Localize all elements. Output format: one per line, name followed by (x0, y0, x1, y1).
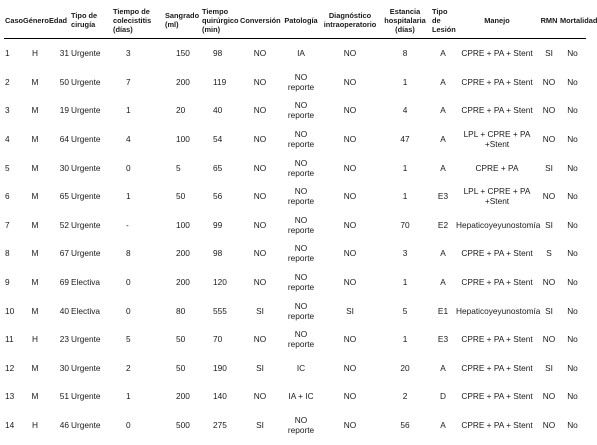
cell-tiempo-quirurgico: 190 (213, 362, 227, 373)
cell-tipo-lesion: A (440, 162, 446, 173)
cell-patologia: IC (296, 362, 306, 373)
cell-estancia: 20 (400, 362, 410, 373)
cell-manejo: CPRE + PA + Stent (461, 48, 533, 59)
table-row (4, 354, 586, 383)
cell-edad: 19 (59, 105, 69, 116)
cell-tiempo-quirurgico: 56 (213, 191, 223, 202)
cell-tipo-cirugia: Urgente (71, 48, 101, 59)
cell-tipo-lesion: A (440, 48, 446, 59)
table-row (4, 325, 586, 354)
cell-tiempo-colecistitis: 1 (126, 391, 131, 402)
cell-mortalidad: No (567, 391, 578, 402)
cell-genero: M (31, 305, 39, 316)
cell-manejo: CPRE + PA + Stent (461, 420, 533, 431)
cell-caso: 5 (5, 162, 10, 173)
cell-tiempo-colecistitis: 1 (126, 191, 131, 202)
cell-sangrado: 200 (176, 391, 190, 402)
cell-diagnostico: NO (343, 162, 357, 173)
cell-genero: M (31, 219, 39, 230)
cell-patologia: NO reporte (287, 415, 315, 436)
cell-mortalidad: No (567, 420, 578, 431)
cell-tiempo-colecistitis: 5 (126, 334, 131, 345)
table-row (4, 268, 586, 297)
cell-manejo: Hepaticoyeyunostomía (456, 219, 541, 230)
cell-mortalidad: No (567, 48, 578, 59)
col-header-caso: Caso (4, 2, 22, 39)
cell-caso: 7 (5, 219, 10, 230)
cell-tipo-cirugia: Urgente (71, 391, 101, 402)
cell-tiempo-quirurgico: 119 (213, 76, 227, 87)
cell-diagnostico: NO (343, 362, 357, 373)
cell-tipo-lesion: A (440, 248, 446, 259)
cell-conversion: NO (253, 334, 267, 345)
col-header-patologia: Patología (281, 2, 321, 39)
cell-caso: 13 (5, 391, 15, 402)
cell-tiempo-colecistitis: 8 (126, 248, 131, 259)
cell-sangrado: 80 (176, 305, 186, 316)
cell-genero: M (31, 105, 39, 116)
cell-mortalidad: No (567, 162, 578, 173)
cell-mortalidad: No (567, 277, 578, 288)
cell-tipo-cirugia: Urgente (71, 219, 101, 230)
cell-tiempo-colecistitis: 3 (126, 48, 131, 59)
cell-tipo-lesion: E3 (437, 334, 449, 345)
cell-diagnostico: NO (343, 334, 357, 345)
cell-conversion: NO (253, 391, 267, 402)
cell-conversion: NO (253, 277, 267, 288)
cell-genero: M (31, 277, 39, 288)
cell-mortalidad: No (567, 134, 578, 145)
cell-edad: 30 (59, 162, 69, 173)
cell-tiempo-quirurgico: 120 (213, 277, 227, 288)
cell-tipo-cirugia: Urgente (71, 76, 101, 87)
cell-tiempo-colecistitis: 0 (126, 420, 131, 431)
cell-caso: 6 (5, 191, 10, 202)
cell-sangrado: 50 (176, 334, 186, 345)
cell-patologia: NO reporte (287, 157, 315, 178)
cell-edad: 31 (59, 48, 69, 59)
cell-caso: 1 (5, 48, 10, 59)
cell-genero: M (31, 76, 39, 87)
cell-edad: 50 (59, 76, 69, 87)
cell-genero: M (31, 248, 39, 259)
cell-patologia: NO reporte (287, 214, 315, 235)
cell-rmn: NO (542, 391, 556, 402)
cell-caso: 9 (5, 277, 10, 288)
cell-rmn: NO (542, 334, 556, 345)
cell-conversion: NO (253, 134, 267, 145)
cell-tipo-cirugia: Urgente (71, 162, 101, 173)
cell-manejo: CPRE + PA + Stent (461, 248, 533, 259)
cell-estancia: 1 (402, 76, 408, 87)
cell-edad: 67 (59, 248, 69, 259)
cell-caso: 10 (5, 305, 15, 316)
cell-sangrado: 150 (176, 48, 190, 59)
cell-tipo-cirugia: Electiva (71, 277, 101, 288)
cell-tiempo-quirurgico: 98 (213, 248, 223, 259)
cell-diagnostico: NO (343, 420, 357, 431)
cell-sangrado: 20 (176, 105, 186, 116)
cell-estancia: 1 (402, 162, 408, 173)
cell-tipo-cirugia: Urgente (71, 420, 101, 431)
col-header-mortalidad: Mortalidad (559, 2, 586, 39)
table-row (4, 296, 586, 325)
col-header-diagnostico: Diagnóstico intraoperatorio (321, 2, 379, 39)
cell-rmn: SI (545, 219, 553, 230)
cell-sangrado: 100 (176, 134, 190, 145)
table-row (4, 382, 586, 411)
patient-table (4, 2, 597, 439)
cell-tiempo-colecistitis: 1 (126, 105, 131, 116)
cell-tipo-lesion: A (440, 362, 446, 373)
cell-tipo-cirugia: Urgente (71, 134, 101, 145)
col-header-tipo-cirugia: Tipo de cirugía (70, 2, 112, 39)
cell-patologia: NO reporte (287, 100, 315, 121)
cell-manejo: CPRE + PA + Stent (461, 362, 533, 373)
cell-mortalidad: No (567, 334, 578, 345)
cell-edad: 23 (59, 334, 69, 345)
cell-mortalidad: No (567, 248, 578, 259)
cell-tiempo-quirurgico: 98 (213, 48, 223, 59)
cell-edad: 64 (59, 134, 69, 145)
cell-rmn: SI (545, 48, 553, 59)
cell-genero: M (31, 391, 39, 402)
cell-genero: M (31, 362, 39, 373)
cell-conversion: NO (253, 191, 267, 202)
cell-mortalidad: No (567, 191, 578, 202)
cell-sangrado: 5 (176, 162, 181, 173)
cell-tiempo-quirurgico: 555 (213, 305, 227, 316)
table-body (4, 39, 586, 440)
col-header-estancia: Estancia hospitalaria (días) (379, 2, 431, 39)
cell-manejo: CPRE + PA + Stent (461, 105, 533, 116)
cell-diagnostico: NO (343, 191, 357, 202)
cell-tiempo-quirurgico: 70 (213, 334, 223, 345)
cell-diagnostico: NO (343, 134, 357, 145)
cell-diagnostico: NO (343, 48, 357, 59)
cell-manejo: LPL + CPRE + PA +Stent (463, 186, 531, 207)
cell-tipo-cirugia: Urgente (71, 248, 101, 259)
cell-manejo: CPRE + PA (475, 162, 519, 173)
cell-tipo-cirugia: Urgente (71, 334, 101, 345)
table-row (4, 239, 586, 268)
cell-caso: 14 (5, 420, 15, 431)
cell-tiempo-quirurgico: 275 (213, 420, 227, 431)
cell-patologia: NO reporte (287, 272, 315, 293)
cell-diagnostico: NO (343, 105, 357, 116)
table-row (4, 39, 586, 68)
cell-estancia: 2 (402, 391, 408, 402)
col-header-sangrado: Sangrado (ml) (164, 2, 201, 39)
cell-sangrado: 50 (176, 191, 186, 202)
cell-manejo: Hepaticoyeyunostomía (456, 305, 541, 316)
cell-diagnostico: NO (343, 391, 357, 402)
cell-diagnostico: NO (343, 219, 357, 230)
cell-patologia: IA + IC (288, 391, 314, 402)
cell-genero: H (32, 420, 38, 431)
cell-patologia: NO reporte (287, 329, 315, 350)
cell-estancia: 1 (402, 277, 408, 288)
cell-tiempo-colecistitis: 0 (126, 277, 131, 288)
cell-conversion: NO (253, 48, 267, 59)
cell-tiempo-quirurgico: 140 (213, 391, 227, 402)
cell-manejo: CPRE + PA + Stent (461, 76, 533, 87)
table-row (4, 411, 586, 440)
cell-rmn: S (546, 248, 552, 259)
cell-patologia: NO reporte (287, 129, 315, 150)
table-row (4, 96, 586, 125)
cell-edad: 51 (59, 391, 69, 402)
cell-tiempo-quirurgico: 65 (213, 162, 223, 173)
cell-conversion: SI (256, 420, 264, 431)
cell-tiempo-colecistitis: - (126, 219, 129, 230)
cell-caso: 11 (5, 334, 14, 345)
cell-manejo: CPRE + PA + Stent (461, 277, 533, 288)
cell-rmn: SI (545, 362, 553, 373)
cell-conversion: NO (253, 162, 267, 173)
cell-tiempo-colecistitis: 0 (126, 162, 131, 173)
cell-conversion: NO (253, 219, 267, 230)
cell-estancia: 8 (402, 48, 408, 59)
table-row (4, 68, 586, 97)
cell-patologia: NO reporte (287, 71, 315, 92)
cell-tiempo-quirurgico: 99 (213, 219, 223, 230)
cell-genero: M (31, 191, 39, 202)
cell-estancia: 3 (402, 248, 408, 259)
cell-tiempo-colecistitis: 7 (126, 76, 131, 87)
cell-patologia: NO reporte (287, 243, 315, 264)
cell-patologia: NO reporte (287, 186, 315, 207)
cell-estancia: 1 (402, 191, 408, 202)
cell-tipo-lesion: E2 (437, 219, 449, 230)
cell-edad: 69 (59, 277, 69, 288)
cell-tipo-lesion: A (440, 134, 446, 145)
col-header-genero: Género (22, 2, 48, 39)
cell-conversion: SI (256, 362, 264, 373)
cell-estancia: 4 (402, 105, 408, 116)
cell-manejo: LPL + CPRE + PA +Stent (463, 129, 531, 150)
cell-rmn: NO (542, 105, 556, 116)
cell-tiempo-colecistitis: 2 (126, 362, 131, 373)
cell-estancia: 70 (400, 219, 410, 230)
cell-rmn: NO (542, 134, 556, 145)
cell-mortalidad: No (567, 105, 578, 116)
cell-estancia: 1 (402, 334, 408, 345)
table-row (4, 153, 586, 182)
table-row (4, 211, 586, 240)
cell-caso: 3 (5, 105, 10, 116)
cell-sangrado: 200 (176, 76, 190, 87)
cell-rmn: NO (542, 420, 556, 431)
cell-genero: M (31, 134, 39, 145)
cell-estancia: 56 (400, 420, 410, 431)
table-row (4, 182, 586, 211)
cell-mortalidad: No (567, 219, 578, 230)
cell-tipo-cirugia: Electiva (71, 305, 101, 316)
cell-edad: 30 (59, 362, 69, 373)
cell-edad: 65 (59, 191, 69, 202)
cell-tipo-lesion: E1 (437, 305, 449, 316)
cell-mortalidad: No (567, 305, 578, 316)
cell-patologia: NO reporte (287, 300, 315, 321)
cell-conversion: NO (253, 248, 267, 259)
cell-caso: 2 (5, 76, 10, 87)
col-header-tiempo-quirurgico: Tiempo quirúrgico (min) (201, 2, 239, 39)
cell-conversion: NO (253, 105, 267, 116)
col-header-edad: Edad (48, 2, 70, 39)
cell-caso: 8 (5, 248, 10, 259)
cell-tiempo-colecistitis: 0 (126, 305, 131, 316)
cell-diagnostico: NO (343, 76, 357, 87)
col-header-tiempo-colecistitis: Tiempo de colecistitis (días) (112, 2, 164, 39)
cell-sangrado: 200 (176, 248, 190, 259)
cell-tipo-lesion: D (440, 391, 446, 402)
cell-tipo-lesion: A (440, 76, 446, 87)
cell-tiempo-colecistitis: 4 (126, 134, 131, 145)
cell-sangrado: 500 (176, 420, 190, 431)
cell-mortalidad: No (567, 76, 578, 87)
cell-estancia: 47 (400, 134, 410, 145)
cell-tiempo-quirurgico: 40 (213, 105, 223, 116)
cell-estancia: 5 (402, 305, 408, 316)
cell-rmn: SI (545, 305, 553, 316)
cell-tipo-cirugia: Urgente (71, 191, 101, 202)
cell-rmn: NO (542, 277, 556, 288)
cell-rmn: NO (542, 191, 556, 202)
cell-sangrado: 100 (176, 219, 190, 230)
cell-tipo-cirugia: Urgente (71, 362, 101, 373)
cell-tipo-lesion: A (440, 105, 446, 116)
cell-tiempo-quirurgico: 54 (213, 134, 223, 145)
cell-conversion: SI (256, 305, 264, 316)
cell-mortalidad: No (567, 362, 578, 373)
cell-manejo: CPRE + PA + Stent (461, 391, 533, 402)
col-header-rmn: RMN (539, 2, 559, 39)
cell-tipo-lesion: A (440, 420, 446, 431)
cell-caso: 12 (5, 362, 15, 373)
cell-diagnostico: NO (343, 248, 357, 259)
col-header-manejo: Manejo (455, 2, 539, 39)
cell-patologia: IA (297, 48, 305, 59)
cell-manejo: CPRE + PA + Stent (461, 334, 533, 345)
cell-sangrado: 200 (176, 277, 190, 288)
cell-diagnostico: SI (346, 305, 354, 316)
table-row (4, 125, 586, 154)
cell-diagnostico: NO (343, 277, 357, 288)
cell-tipo-lesion: A (440, 277, 446, 288)
col-header-conversion: Conversión (239, 2, 281, 39)
cell-edad: 52 (59, 219, 69, 230)
cell-tipo-lesion: E3 (437, 191, 449, 202)
cell-edad: 40 (59, 305, 69, 316)
cell-genero: H (32, 48, 38, 59)
cell-genero: H (32, 334, 38, 345)
cell-sangrado: 50 (176, 362, 186, 373)
cell-conversion: NO (253, 76, 267, 87)
cell-genero: M (31, 162, 39, 173)
cell-edad: 46 (59, 420, 69, 431)
cell-tipo-cirugia: Urgente (71, 105, 101, 116)
cell-caso: 4 (5, 134, 10, 145)
cell-rmn: NO (542, 76, 556, 87)
col-header-tipo-lesion: Tipo de Lesión (431, 2, 455, 39)
header-row (4, 2, 586, 39)
cell-rmn: SI (545, 162, 553, 173)
